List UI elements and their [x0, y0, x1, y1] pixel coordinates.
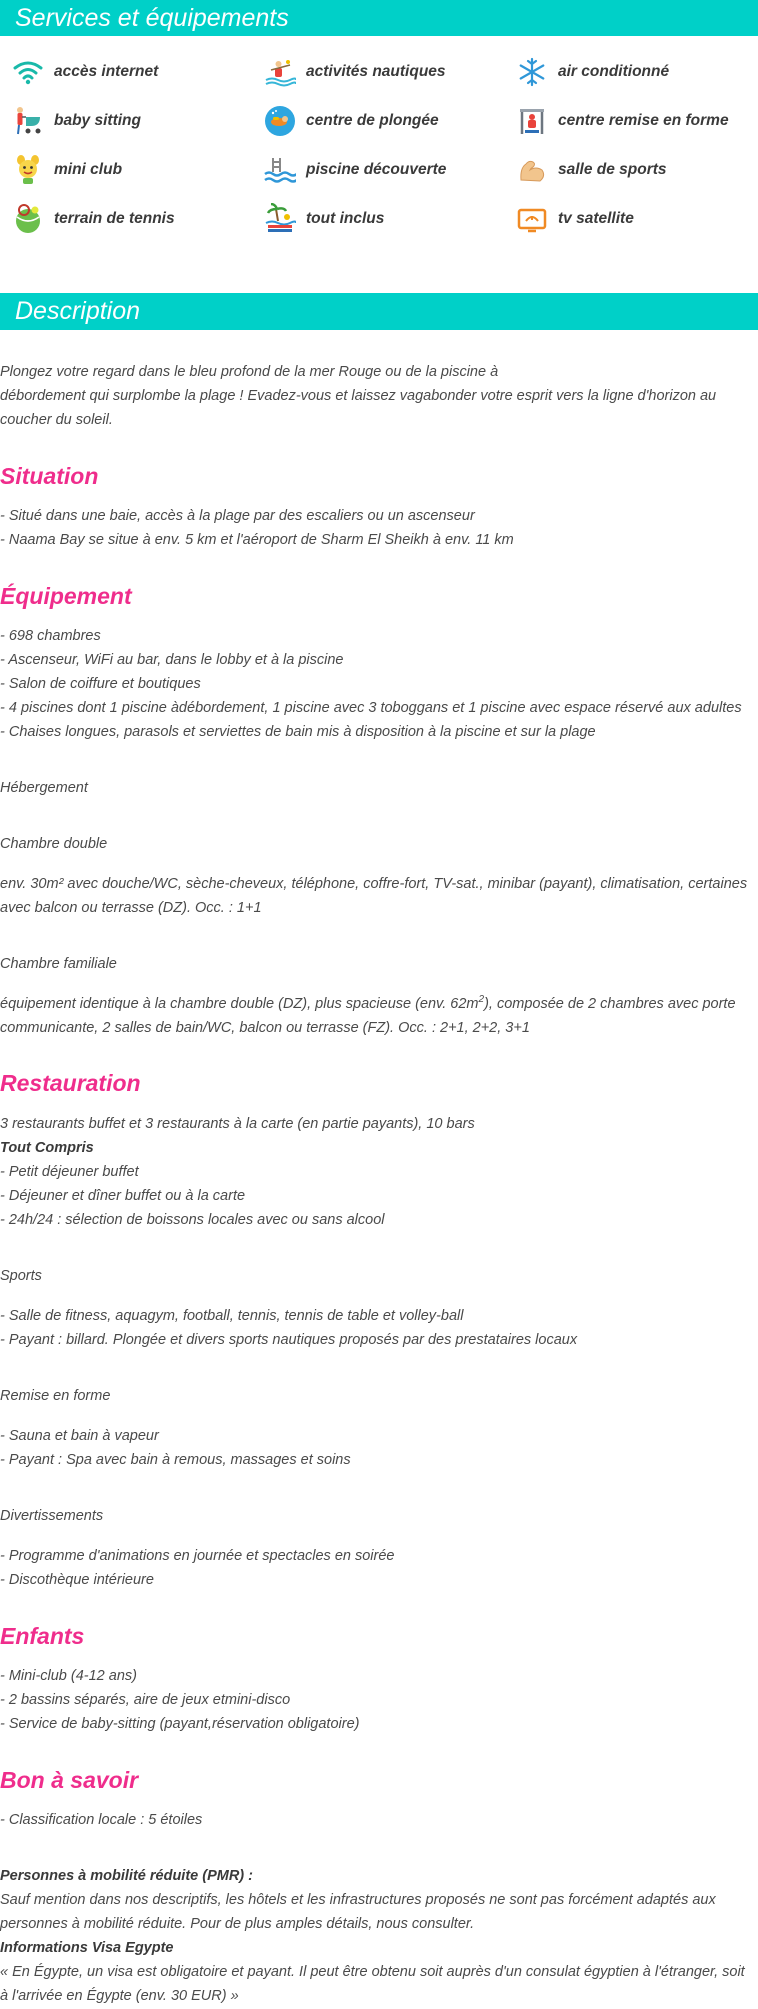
- intro-line-2: débordement qui surplombe la plage ! Evadez-vous et laissez vagabonder votre esprit vers la ligne d'horizon au coucher du soleil.: [0, 388, 717, 428]
- hebergement-title: Hébergement: [0, 780, 88, 796]
- service-label: tv satellite: [558, 210, 634, 227]
- list-item: - 4 piscines dont 1 piscine àdébordement, 1 piscine avec 3 toboggans et 1 piscine avec espace réservé aux adultes: [0, 700, 742, 716]
- service-label: mini club: [54, 161, 123, 178]
- description-heading: Description: [0, 293, 758, 330]
- list-item: - Payant : billard. Plongée et divers sports nautiques proposés par des prestataires locaux: [0, 1332, 578, 1348]
- snowflake-icon: [516, 56, 548, 88]
- list-item: - Payant : Spa avec bain à remous, massages et soins: [0, 1452, 351, 1468]
- service-item: [516, 54, 669, 90]
- service-item: [12, 103, 141, 139]
- list-item: - Mini-club (4-12 ans): [0, 1668, 137, 1684]
- bon-a-savoir-heading: Bon à savoir: [0, 1767, 139, 1793]
- service-item: [516, 103, 729, 139]
- services-heading: Services et équipements: [0, 0, 758, 36]
- list-item: - Salle de fitness, aquagym, football, tennis, tennis de table et volley-ball: [0, 1308, 464, 1324]
- pool-icon: [264, 154, 296, 186]
- service-label: air conditionné: [558, 63, 670, 80]
- tennis-icon: [12, 203, 44, 235]
- situation-heading: Situation: [0, 463, 99, 489]
- stroller-icon: [12, 105, 44, 137]
- service-item: [264, 152, 446, 188]
- pmr-text: Sauf mention dans nos descriptifs, les hôtels et les infrastructures proposés ne sont pas forcément adaptés aux personnes à mobilité réduite. Pour de plus amples détails, nous consulter.: [0, 1892, 716, 1932]
- service-label: accès internet: [54, 63, 159, 80]
- water-sports-icon: [264, 56, 296, 88]
- service-label: baby sitting: [54, 112, 141, 129]
- equipement-heading: Équipement: [0, 583, 132, 609]
- service-item: [264, 201, 384, 237]
- service-item: [516, 201, 634, 237]
- service-label: terrain de tennis: [54, 210, 175, 227]
- visa-text: « En Égypte, un visa est obligatoire et payant. Il peut être obtenu soit auprès d'un consulat égyptien à l'étranger, soit à l'arrivée en Égypte (env. 30 EUR) »: [0, 1964, 745, 2004]
- situation-list: [0, 504, 756, 552]
- list-item: - Chaises longues, parasols et serviettes de bain mis à disposition à la piscine et sur la plage: [0, 724, 596, 740]
- all-inclusive-icon: [264, 203, 296, 235]
- list-item: - 2 bassins séparés, aire de jeux etmini-disco: [0, 1692, 291, 1708]
- service-item: [516, 152, 667, 188]
- family-text-part: ), composée de 2 chambres avec porte communicante, 2 salles de bain/WC, balcon ou terrasse (FZ). Occ. : 2+1, 2+2, 3+1: [0, 996, 736, 1036]
- service-label: salle de sports: [558, 161, 667, 178]
- chambre-double-title: Chambre double: [0, 836, 108, 852]
- service-label: piscine découverte: [306, 161, 447, 178]
- remise-en-forme-list: [0, 1424, 756, 1472]
- restauration-block: [0, 1112, 756, 1232]
- list-item: - Salon de coiffure et boutiques: [0, 676, 201, 692]
- pmr-title: Personnes à mobilité réduite (PMR) :: [0, 1868, 253, 1884]
- enfants-list: [0, 1664, 756, 1736]
- list-item: - Discothèque intérieure: [0, 1572, 154, 1588]
- list-item: - Sauna et bain à vapeur: [0, 1428, 159, 1444]
- list-item: - Service de baby-sitting (payant,réservation obligatoire): [0, 1716, 360, 1732]
- list-item: - Programme d'animations en journée et spectacles en soirée: [0, 1548, 395, 1564]
- tout-compris-title: Tout Compris: [0, 1140, 94, 1156]
- list-item: - 24h/24 : sélection de boissons locales avec ou sans alcool: [0, 1212, 385, 1228]
- list-item: - 698 chambres: [0, 628, 101, 644]
- list-item: - Situé dans une baie, accès à la plage par des escaliers ou un ascenseur: [0, 508, 475, 524]
- wifi-icon: [12, 56, 44, 88]
- description-intro: [0, 360, 756, 432]
- list-item: - Déjeuner et dîner buffet ou à la carte: [0, 1188, 246, 1204]
- chambre-familiale-title: Chambre familiale: [0, 956, 117, 972]
- service-item: [12, 54, 158, 90]
- divertissements-list: [0, 1544, 756, 1592]
- service-item: [12, 201, 175, 237]
- chambre-familiale-text: [0, 992, 756, 1040]
- muscle-icon: [516, 154, 548, 186]
- remise-en-forme-title: Remise en forme: [0, 1388, 111, 1404]
- list-item: - Naama Bay se situe à env. 5 km et l'aéroport de Sharm El Sheikh à env. 11 km: [0, 532, 514, 548]
- sports-title: Sports: [0, 1268, 42, 1284]
- service-label: centre remise en forme: [558, 112, 729, 129]
- list-item: - Petit déjeuner buffet: [0, 1164, 139, 1180]
- sports-list: [0, 1304, 756, 1352]
- intro-line-1: Plongez votre regard dans le bleu profond de la mer Rouge ou de la piscine à: [0, 364, 499, 380]
- classification: - Classification locale : 5 étoiles: [0, 1812, 203, 1828]
- superscript: 2: [478, 994, 485, 1006]
- diving-icon: [264, 105, 296, 137]
- kids-club-icon: [12, 154, 44, 186]
- service-item: [264, 54, 446, 90]
- visa-title: Informations Visa Egypte: [0, 1940, 174, 1956]
- tv-icon: [516, 203, 548, 235]
- restauration-heading: Restauration: [0, 1070, 141, 1096]
- chambre-double-text: env. 30m² avec douche/WC, sèche-cheveux, téléphone, coffre-fort, TV-sat., minibar (payant), climatisation, certaines avec balcon ou terrasse (DZ). Occ. : 1+1: [0, 876, 748, 916]
- list-item: - Ascenseur, WiFi au bar, dans le lobby et à la piscine: [0, 652, 344, 668]
- bon-a-savoir-block: [0, 1864, 756, 2008]
- divertissements-title: Divertissements: [0, 1508, 104, 1524]
- service-label: activités nautiques: [306, 63, 446, 80]
- restauration-intro: 3 restaurants buffet et 3 restaurants à la carte (en partie payants), 10 bars: [0, 1116, 475, 1132]
- equipement-list: [0, 624, 756, 744]
- service-label: tout inclus: [306, 210, 385, 227]
- service-item: [12, 152, 122, 188]
- service-label: centre de plongée: [306, 112, 439, 129]
- fitness-icon: [516, 105, 548, 137]
- enfants-heading: Enfants: [0, 1623, 85, 1649]
- service-item: [264, 103, 439, 139]
- family-text-part: équipement identique à la chambre double (DZ), plus spacieuse (env. 62m: [0, 996, 479, 1012]
